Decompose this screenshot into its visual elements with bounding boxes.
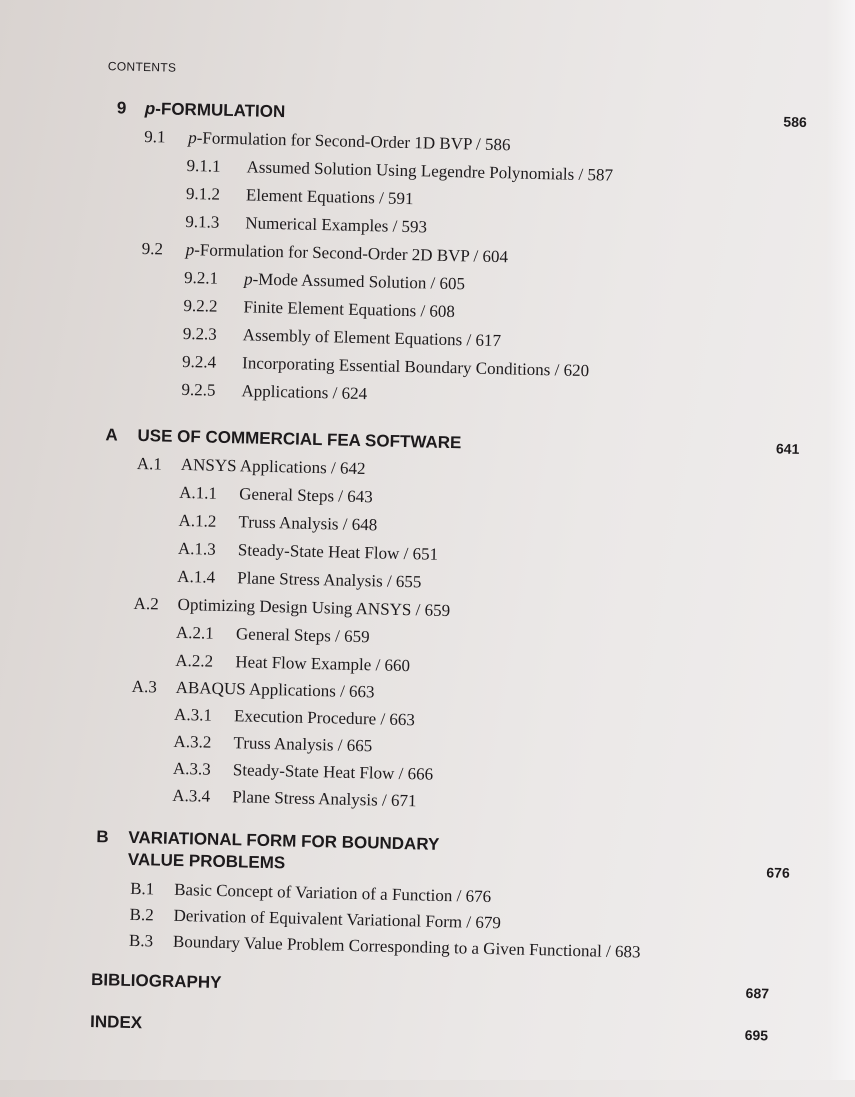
- toc-entry-9-2-3: 9.2.3 Assembly of Element Equations / 617: [182, 323, 502, 351]
- appendix-a-heading: [105, 425, 800, 457]
- appendix-b-heading: [96, 827, 791, 881]
- appendix-title-line-1: VARIATIONAL FORM FOR BOUNDARY: [128, 827, 440, 854]
- toc-entry-a-1-1: A.1.1 General Steps / 643: [178, 482, 373, 507]
- toc-entry-9-1-1: 9.1.1 Assumed Solution Using Legendre Polynomials / 587: [186, 155, 614, 185]
- toc-entry-b-3: B.3 Boundary Value Problem Corresponding to a Given Functional / 683: [128, 930, 641, 962]
- toc-entry-a-3-3: A.3.3 Steady-State Heat Flow / 666: [172, 758, 434, 784]
- toc-entry-a-2: A.2 Optimizing Design Using ANSYS / 659: [133, 593, 451, 621]
- toc-entry-b-2: B.2 Derivation of Equivalent Variational Form / 679: [129, 904, 502, 933]
- toc-entry-9-1: 9.1 p-Formulation for Second-Order 1D BVP / 586: [144, 127, 511, 155]
- chapter-number: 9: [116, 98, 127, 118]
- chapter-page: 586: [783, 113, 807, 131]
- appendix-letter: A: [105, 425, 118, 445]
- appendix-page: 676: [766, 864, 790, 881]
- toc-entry-a-3-4: A.3.4 Plane Stress Analysis / 671: [172, 785, 417, 811]
- toc-entry-a-3: A.3 ABAQUS Applications / 663: [131, 676, 375, 702]
- bibliography-title: BIBLIOGRAPHY: [90, 970, 222, 992]
- toc-entry-a-3-2: A.3.2 Truss Analysis / 665: [173, 731, 373, 756]
- toc-entry-a-1-3: A.1.3 Steady-State Heat Flow / 651: [177, 538, 439, 564]
- toc-entry-9-2: 9.2 p-Formulation for Second-Order 2D BVP / 604: [141, 238, 509, 267]
- toc-entry-9-1-2: 9.1.2 Element Equations / 591: [185, 183, 414, 209]
- toc-entry-a-2-2: A.2.2 Heat Flow Example / 660: [175, 650, 411, 676]
- toc-entry-9-1-3: 9.1.3 Numerical Examples / 593: [185, 211, 428, 237]
- toc-entry-a-1-4: A.1.4 Plane Stress Analysis / 655: [177, 566, 422, 592]
- appendix-title: USE OF COMMERCIAL FEA SOFTWARE: [137, 425, 462, 453]
- toc-entry-9-2-5: 9.2.5 Applications / 624: [181, 379, 368, 404]
- toc-entry-b-1: B.1 Basic Concept of Variation of a Function / 676: [129, 878, 492, 907]
- appendix-letter: B: [96, 827, 109, 847]
- toc-entry-9-2-4: 9.2.4 Incorporating Essential Boundary Conditions / 620: [181, 351, 590, 381]
- page-edge-highlight: [827, 0, 855, 1080]
- bibliography-page: 687: [745, 984, 770, 1002]
- appendix-page: 641: [775, 440, 800, 457]
- index-entry: [90, 1012, 768, 1047]
- chapter-title: p-FORMULATION: [144, 99, 286, 122]
- appendix-title-line-2: VALUE PROBLEMS: [127, 849, 286, 873]
- toc-entry-a-2-1: A.2.1 General Steps / 659: [175, 622, 370, 647]
- index-page: 695: [744, 1026, 769, 1044]
- chapter-9-heading: [116, 98, 807, 131]
- toc-entry-a-1-2: A.1.2 Truss Analysis / 648: [178, 510, 378, 535]
- toc-entry-9-2-1: 9.2.1 p-Mode Assumed Solution / 605: [183, 267, 466, 294]
- bibliography-entry: [91, 970, 769, 1005]
- toc-entry-9-2-2: 9.2.2 Finite Element Equations / 608: [183, 295, 456, 322]
- toc-entry-a-1: A.1 ANSYS Applications / 642: [136, 453, 366, 479]
- index-title: INDEX: [89, 1012, 143, 1033]
- running-header: CONTENTS: [107, 59, 177, 75]
- toc-entry-a-3-1: A.3.1 Execution Procedure / 663: [173, 704, 416, 730]
